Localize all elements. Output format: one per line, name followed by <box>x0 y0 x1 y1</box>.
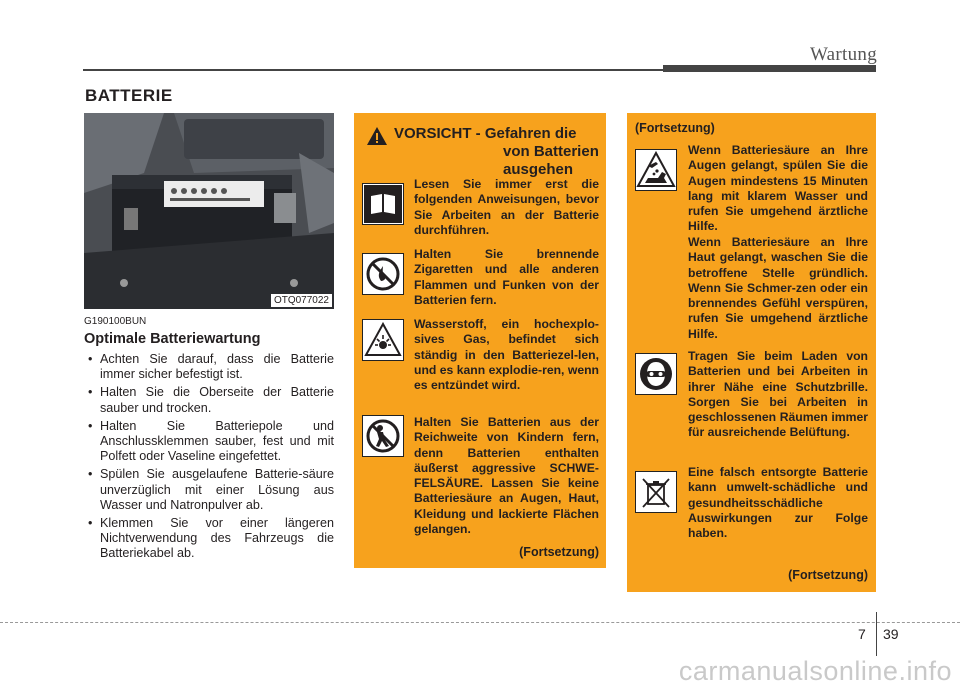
list-item: • Spülen Sie ausgelaufene Batterie-säure unverzüglich mit einer Lösung aus Wasser und Natronpulver ab. <box>84 467 334 513</box>
explosive-icon <box>362 319 404 361</box>
warning-item <box>354 413 606 543</box>
sub-heading: Optimale Batteriewartung <box>84 331 261 347</box>
warning-item-text: Tragen Sie beim Laden von Batterien und bei Arbeiten in ihrer Nähe eine Schutzbrille. Sorgen Sie bei Arbeiten in geschlossenen Räumen immer für ausreichende Belüftung. <box>688 349 868 440</box>
warning-item-text: Eine falsch entsorgte Batterie kann umwelt-schädliche und gesundheitsschädliche Auswirkungen zur Folge haben. <box>688 465 868 541</box>
page-number: 39 <box>883 626 899 642</box>
warning-triangle-icon <box>366 126 388 146</box>
warning-continued: (Fortsetzung) <box>788 568 868 582</box>
warning-item-text: Halten Sie brennende Zigaretten und alle anderen Flammen und Funken von der Batterien fern. <box>414 247 599 307</box>
watermark: carmanualsonline.info <box>678 656 952 686</box>
chapter-number: 7 <box>858 626 866 642</box>
acid-burn-icon <box>635 149 677 191</box>
page-number-separator <box>876 612 877 656</box>
warning-item-text: Wasserstoff, ein hochexplo-sives Gas, befindet sich ständig in den Batteriezel-len, und es kann explodie-ren, wenn es entzündet wird. <box>414 317 599 393</box>
photo-code: OTQ077022 <box>271 294 332 307</box>
crossed-bin-icon <box>635 471 677 513</box>
warning-item <box>354 245 606 311</box>
warning-item-text: Wenn Batteriesäure an Ihre Augen gelangt, spülen Sie die Augen mindestens 15 Minuten lang mit klarem Wasser und rufen Sie umgehend ärztliche Hilfe. <box>688 143 868 234</box>
keep-from-children-icon <box>362 415 404 457</box>
warning-panel <box>354 113 606 568</box>
warning-panel-continued <box>627 113 876 592</box>
warning-item <box>627 463 876 569</box>
maintenance-bullet-list <box>84 352 334 565</box>
warning-item <box>627 141 876 341</box>
header-rule-thick <box>663 65 876 72</box>
warning-title-line2: von Batterien <box>503 143 599 160</box>
warning-title-line3: ausgehen <box>503 161 574 178</box>
list-item: • Halten Sie die Oberseite der Batterie sauber und trocken. <box>84 385 334 415</box>
battery-illustration <box>84 113 334 309</box>
battery-photo <box>84 113 334 309</box>
page-header-title: Wartung <box>809 44 877 65</box>
warning-item-text: Wenn Batteriesäure an Ihre Haut gelangt, waschen Sie die betroffene Stelle gründlich. Wenn Sie Schmer-zen oder ein brennendes Gefühl verspüren, rufen Sie umgehend ärztliche Hilfe. <box>688 235 868 341</box>
warning-continued: (Fortsetzung) <box>519 545 599 559</box>
warning-item-text: Lesen Sie immer erst die folgenden Anweisungen, bevor Sie Arbeiten an der Batterie durchführen. <box>414 177 599 237</box>
continued-heading: (Fortsetzung) <box>635 121 715 135</box>
footer-dashed-rule <box>0 622 960 623</box>
list-item: • Halten Sie Batteriepole und Anschlussklemmen sauber, fest und mit Polfett oder Vaseline eingefettet. <box>84 419 334 465</box>
warning-item <box>627 347 876 463</box>
list-item: • Achten Sie darauf, dass die Batterie immer sicher befestigt ist. <box>84 352 334 382</box>
list-item: • Klemmen Sie vor einer längeren Nichtverwendung des Fahrzeugs die Batteriekabel ab. <box>84 516 334 562</box>
section-code: G190100BUN <box>84 316 147 327</box>
warning-title-line1: VORSICHT - Gefahren die <box>394 125 577 142</box>
no-fire-icon <box>362 253 404 295</box>
warning-item <box>354 175 606 245</box>
warning-item <box>354 315 606 411</box>
book-icon <box>362 183 404 225</box>
eye-protection-icon <box>635 353 677 395</box>
warning-item-text: Halten Sie Batterien aus der Reichweite von Kindern fern, denn Batterien enthalten äußerst aggressive SCHWE-FELSÄURE. Lassen Sie keine Batteriesäure an Augen, Haut, Kleidung und lackierte Flächen gelangen. <box>414 415 599 537</box>
header-rule-thin <box>83 69 663 71</box>
section-title: BATTERIE <box>85 86 173 105</box>
